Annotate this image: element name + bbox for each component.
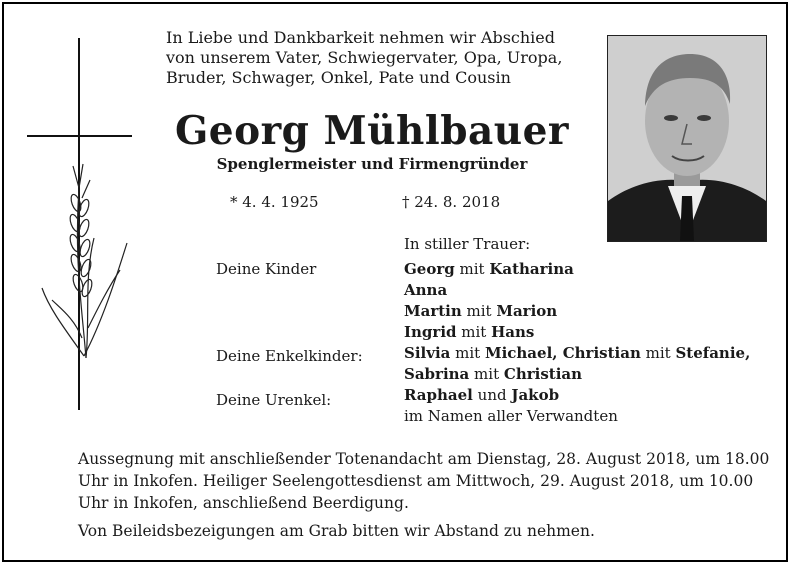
mourner-name: Georg bbox=[404, 260, 455, 278]
mourner-line bbox=[404, 406, 750, 427]
intro-line: In Liebe und Dankbarkeit nehmen wir Abschied bbox=[166, 28, 556, 47]
group-label: Deine Urenkel: bbox=[216, 391, 332, 409]
mourner-line bbox=[404, 364, 750, 385]
mourner-name: Marion bbox=[496, 302, 558, 320]
mourner-name: Martin bbox=[404, 302, 462, 320]
mourner-line bbox=[404, 301, 750, 322]
mourner-name: Raphael bbox=[404, 386, 473, 404]
condolence-note: Von Beileidsbezeigungen am Grab bitten wir Abstand zu nehmen. bbox=[78, 522, 595, 540]
mourner-name: Christian bbox=[503, 365, 583, 383]
group-label: Deine Kinder bbox=[216, 260, 317, 278]
connector-text: mit bbox=[450, 344, 485, 362]
mourner-name: Michael, Christian bbox=[484, 344, 641, 362]
mourner-name: Silvia bbox=[404, 344, 451, 362]
mourner-name: Jakob bbox=[511, 386, 560, 404]
connector-text: mit bbox=[469, 365, 504, 383]
connector-text: und bbox=[472, 386, 512, 404]
intro-text bbox=[166, 28, 562, 88]
connector-text: mit bbox=[640, 344, 676, 362]
portrait-photo bbox=[607, 35, 767, 242]
deceased-name: Georg Mühlbauer bbox=[175, 108, 569, 154]
mourner-line bbox=[404, 259, 750, 280]
intro-line: von unserem Vater, Schwiegervater, Opa, Uropa, bbox=[166, 48, 563, 67]
mourner-line bbox=[404, 322, 750, 343]
mourner-name: Stefanie, bbox=[675, 344, 751, 362]
mourner-line bbox=[404, 343, 750, 364]
obituary-card bbox=[2, 2, 788, 562]
connector-text: im Namen aller Verwandten bbox=[404, 407, 618, 425]
mourner-line bbox=[404, 280, 750, 301]
mourner-line bbox=[404, 385, 750, 406]
mourner-name: Katharina bbox=[489, 260, 574, 278]
intro-line: Bruder, Schwager, Onkel, Pate und Cousin bbox=[166, 68, 511, 87]
funeral-details: Aussegnung mit anschließender Totenandacht am Dienstag, 28. August 2018, um 18.00 Uhr in Inkofen. Heiliger Seelengottesdienst am Mittwoch, 29. August 2018, um 10.00 Uhr in Inkofen, anschließend Beerdigung. bbox=[78, 450, 770, 512]
group-label: Deine Enkelkinder: bbox=[216, 347, 363, 365]
connector-text: mit bbox=[456, 323, 492, 341]
cross-with-wheat-icon bbox=[24, 38, 144, 413]
connector-text: mit bbox=[454, 260, 490, 278]
profession: Spenglermeister und Firmengründer bbox=[216, 155, 528, 173]
mourner-name: Anna bbox=[404, 281, 448, 299]
mourners-list bbox=[404, 259, 750, 427]
connector-text: mit bbox=[461, 302, 497, 320]
mourner-name: Hans bbox=[491, 323, 535, 341]
birth-date: * 4. 4. 1925 bbox=[230, 193, 319, 211]
death-date: † 24. 8. 2018 bbox=[402, 193, 501, 211]
mourner-name: Ingrid bbox=[404, 323, 457, 341]
mourning-intro: In stiller Trauer: bbox=[404, 235, 531, 253]
mourner-name: Sabrina bbox=[404, 365, 470, 383]
